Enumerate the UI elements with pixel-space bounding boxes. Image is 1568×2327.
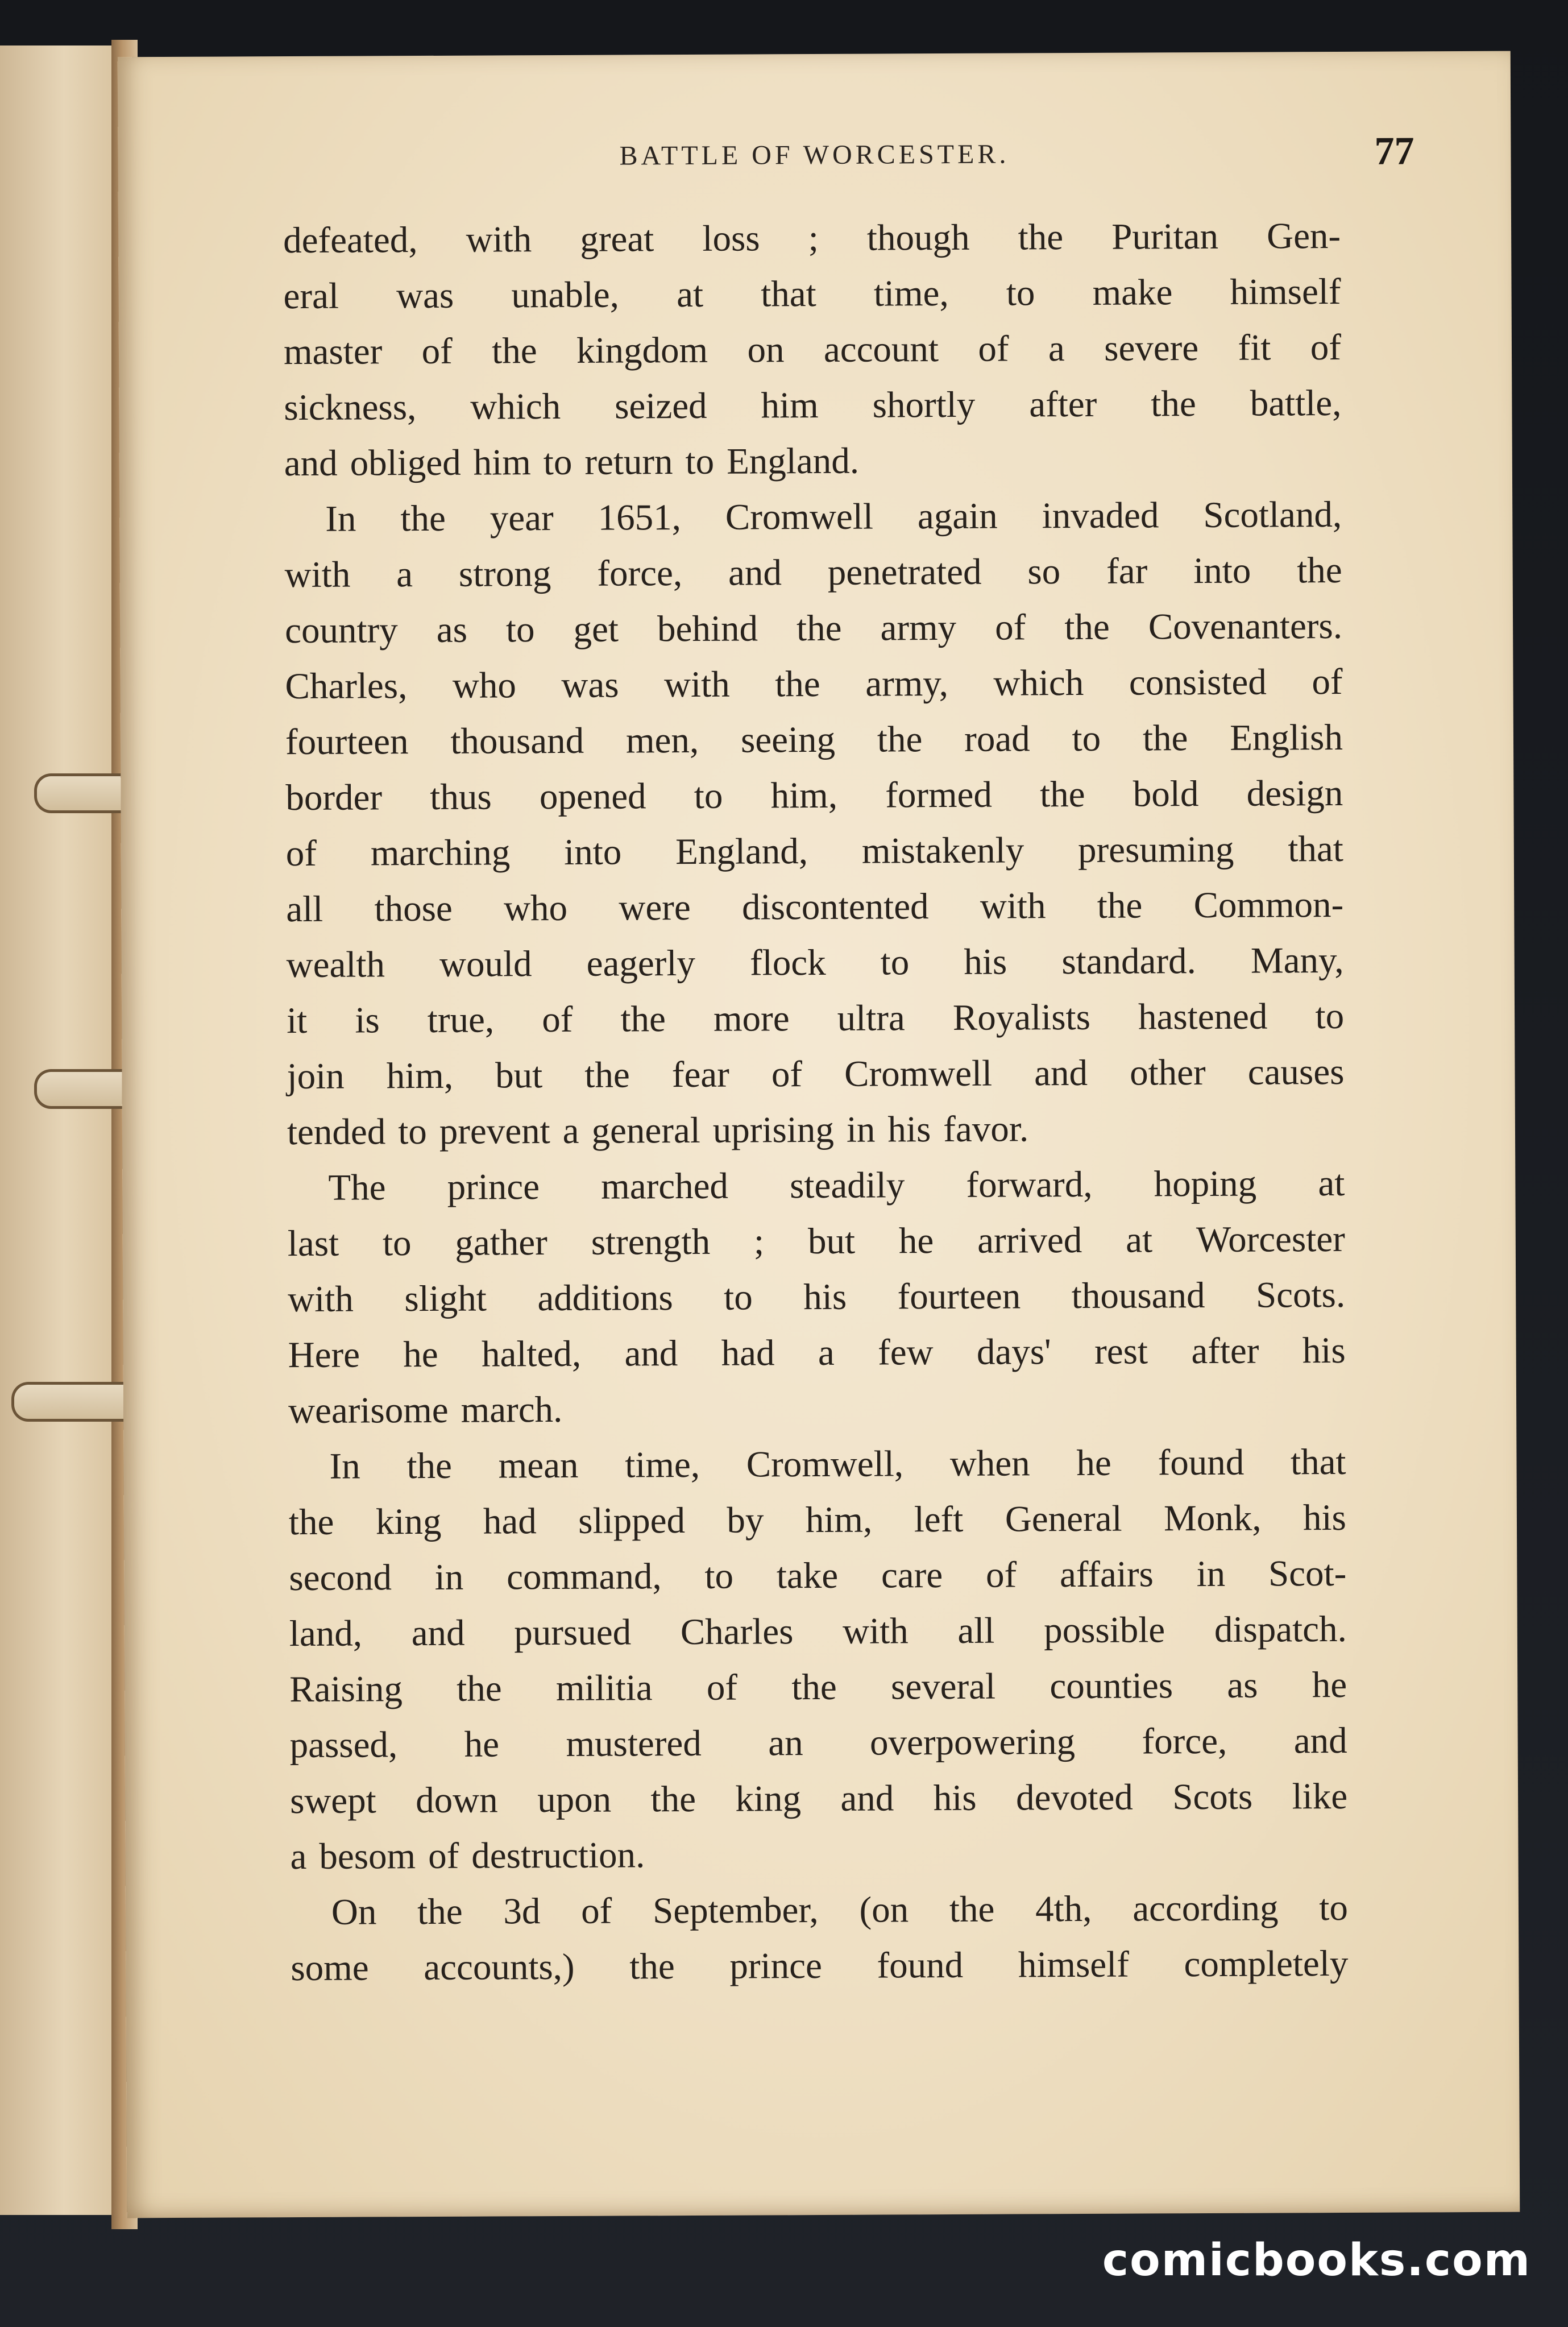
book-page — [118, 51, 1520, 2218]
text-line: last to gather strength ; but he arrived at Worcester — [287, 1218, 1345, 1265]
page-header — [118, 125, 1511, 183]
running-head: BATTLE OF WORCESTER. — [619, 139, 1010, 171]
page-number: 77 — [1374, 129, 1414, 173]
watermark: comicbooks.com — [1102, 2235, 1531, 2286]
text-line: defeated, with great loss ; though the Puritan Gen- — [283, 215, 1341, 262]
text-line: Here he halted, and had a few days' rest after his — [288, 1330, 1346, 1376]
text-line: sickness, which seized him shortly after the battle, — [284, 382, 1342, 429]
text-line: land, and pursued Charles with all possible dispatch. — [289, 1608, 1347, 1655]
text-line: a besom of destruction. — [290, 1835, 645, 1878]
text-line: with slight additions to his fourteen thousand Scots. — [288, 1274, 1346, 1320]
text-line: country as to get behind the army of the Covenanters. — [284, 605, 1343, 652]
text-line: swept down upon the king and his devoted Scots like — [289, 1775, 1348, 1822]
text-line: In the mean time, Cromwell, when he found that — [329, 1441, 1346, 1487]
text-line: of marching into England, mistakenly presuming that — [285, 828, 1343, 875]
text-line: Raising the militia of the several counties as he — [289, 1664, 1347, 1711]
text-line: On the 3d of September, (on the 4th, according to — [331, 1887, 1349, 1933]
text-line: fourteen thousand men, seeing the road to the English — [285, 717, 1343, 763]
text-line: join him, but the fear of Cromwell and other causes — [287, 1051, 1345, 1098]
text-line: Charles, who was with the army, which consisted of — [285, 661, 1343, 707]
text-line: some accounts,) the prince found himself completely — [291, 1943, 1349, 1989]
text-line: all those who were discontented with the Common- — [286, 884, 1344, 930]
text-line: the king had slipped by him, left General Monk, his — [288, 1497, 1347, 1543]
text-line: passed, he mustered an overpowering force, and — [289, 1720, 1347, 1766]
text-line: and obliged him to return to England. — [284, 440, 860, 485]
text-line: In the year 1651, Cromwell again invaded Scotland, — [325, 494, 1342, 540]
text-line: with a strong force, and penetrated so far into the — [284, 549, 1342, 596]
text-line: The prince marched steadily forward, hoping at — [328, 1162, 1345, 1208]
text-line: tended to prevent a general uprising in his favor. — [287, 1108, 1029, 1153]
text-line: border thus opened to him, formed the bold design — [285, 772, 1343, 819]
text-line: master of the kingdom on account of a severe fit of — [283, 326, 1342, 373]
text-line: eral was unable, at that time, to make himself — [283, 271, 1341, 317]
text-line: wealth would eagerly flock to his standard. Many, — [286, 939, 1344, 986]
text-line: it is true, of the more ultra Royalists hastened to — [286, 995, 1345, 1042]
body-text — [283, 208, 1349, 1996]
previous-page-edge — [0, 45, 120, 2215]
text-line: second in command, to take care of affairs in Scot- — [289, 1552, 1347, 1599]
text-line: wearisome march. — [288, 1389, 563, 1432]
binding-stitch — [11, 1382, 142, 1422]
